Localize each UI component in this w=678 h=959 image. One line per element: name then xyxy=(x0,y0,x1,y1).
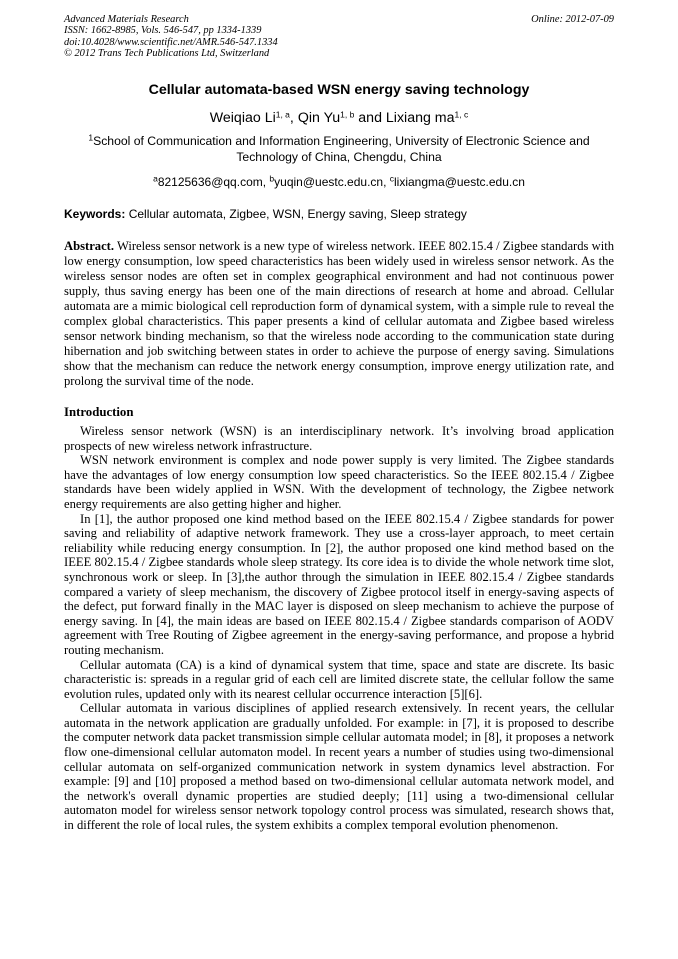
author xyxy=(210,110,298,126)
paragraph: Wireless sensor network (WSN) is an interdisciplinary network. It’s involving broad application prospects of new wireless network infrastructure. xyxy=(64,424,614,453)
journal-name: Advanced Materials Research xyxy=(64,14,189,25)
issn-line: ISSN: 1662-8985, Vols. 546-547, pp 1334-1339 xyxy=(64,25,262,37)
paragraph: WSN network environment is complex and node power supply is very limited. The Zigbee standards have the advantages of low energy consumption low speed characteristics. So the IEEE 802.15.4 / Zigbee standards have been widely applied in WSN. With the development of technology, the Zigbee network energy requirements are also getting higher and higher. xyxy=(64,453,614,511)
author-superscript: 1, c xyxy=(454,109,469,120)
affiliation xyxy=(64,134,614,165)
section-heading-introduction: Introduction xyxy=(64,405,134,419)
keywords-label: Keywords: xyxy=(64,207,126,221)
introduction-body xyxy=(64,424,614,833)
keywords-text: Cellular automata, Zigbee, WSN, Energy saving, Sleep strategy xyxy=(128,207,467,221)
journal-header xyxy=(64,14,614,64)
paragraph: In [1], the author proposed one kind method based on the IEEE 802.15.4 / Zigbee standards for power saving and reliability of adaptive network framework. They use a cross-layer approach, to meet certain reliability while reducing energy consumption. In [2], the author proposed one kind method based on the IEEE 802.15.4 / Zigbee standards whole sleep strategy. Its core idea is to divide the whole network time slot, synchronous work or sleep. In [3],the author through the simulation in IEEE 802.15.4 / Zigbee standards compared a variety of sleep mechanism, the discovery of Zigbee protocol itself in energy-saving aspects of the defect, put forward finally in the MAC layer is disposed on sleep mechanism to achieve the purpose of energy saving. In [4], the main ideas are based on IEEE 802.15.4 / Zigbee standards comparison of AODV agreement with Tree Routing of Zigbee agreement in the energy-saving performance, and propose a hybrid routing mechanism. xyxy=(64,511,614,657)
author-name: Lixiang ma xyxy=(385,110,455,126)
email-separator: , xyxy=(262,175,270,189)
paragraph: Cellular automata in various disciplines of applied research extensively. In recent years, the cellular automata in the network application are gradually unfolded. For example: in [7], it is proposed to describe the computer network data packet transmission simple cellular automata model; in [8], it proposes a network flow one-dimensional cellular automaton model. In recent years a number of studies using two-dimensional cellular automata on self-organized communication network in system dynamics level abstraction. For example: [9] and [10] proposed a method based on two-dimensional cellular automata network model, and the network's overall dynamic properties are studied deeply; [11] using a two-dimensional cellular automaton model for wireless sensor network topology control process was simulated, research shows that, in different the role of local rules, the system exhibits a complex temporal evolution phenomenon. xyxy=(64,701,614,833)
email-superscript: b xyxy=(269,173,275,184)
abstract-text: Wireless sensor network is a new type of wireless network. IEEE 802.15.4 / Zigbee standards with low energy consumption, low speed characteristics has been widely used in wireless sensor network. As the wireless sensor nodes are often set in complex geographical environment and had not continuous power supply, thus saving energy has been one of the main directions of research at home and abroad. Cellular automata are a mimic biological cell reproduction form of dynamical system, with a simple rule to reveal the complex global characteristics. This paper presents a kind of cellular automata and Zigbee based wireless sensor network binding mechanism, so that the wireless node according to the communication state during hibernation and job switching between states in order to achieve the purpose of energy saving. Simulations show that the mechanism can reduce the network energy consumption, improve energy utilization rate, and prolong the survival time of the node. xyxy=(64,239,614,388)
email-list xyxy=(64,175,614,190)
email-address: 82125636@qq.com xyxy=(157,175,263,189)
affiliation-text: School of Communication and Information Engineering, University of Electronic Science and Technology of China, Chengdu, China xyxy=(93,134,590,164)
email-superscript: a xyxy=(153,173,158,184)
abstract-label: Abstract. xyxy=(64,239,115,253)
paper-title: Cellular automata-based WSN energy saving technology xyxy=(148,82,530,98)
copyright-line: © 2012 Trans Tech Publications Ltd, Switzerland xyxy=(64,47,270,59)
affiliation-superscript: 1 xyxy=(88,132,94,143)
author-name: Qin Yu xyxy=(297,110,341,126)
online-date: Online: 2012-07-09 xyxy=(531,14,614,25)
author-superscript: 1, a xyxy=(275,109,290,120)
paper-page xyxy=(64,14,614,833)
email-address: lixiangma@uestc.edu.cn xyxy=(394,175,525,189)
author-separator: and xyxy=(354,110,386,126)
paragraph: Cellular automata (CA) is a kind of dynamical system that time, space and state are discrete. Its basic characteristic is: spreads in a regular grid of each cell are limited discrete state, the cellular follow the same evolution rules, updated only with its nearest cellular occurrence interaction [5][6]. xyxy=(64,657,614,701)
author-name: Weiqiao Li xyxy=(209,110,276,126)
doi-line: doi:10.4028/www.scientific.net/AMR.546-547.1334 xyxy=(64,36,278,48)
author-superscript: 1, b xyxy=(340,109,355,120)
author xyxy=(298,110,386,126)
email-address: yuqin@uestc.edu.cn xyxy=(274,175,384,189)
author xyxy=(386,110,468,126)
author-list xyxy=(64,110,614,127)
abstract xyxy=(64,239,614,389)
email-separator: , xyxy=(383,175,390,189)
author-separator: , xyxy=(289,110,298,126)
email-superscript: c xyxy=(389,173,394,184)
keywords xyxy=(64,207,614,222)
